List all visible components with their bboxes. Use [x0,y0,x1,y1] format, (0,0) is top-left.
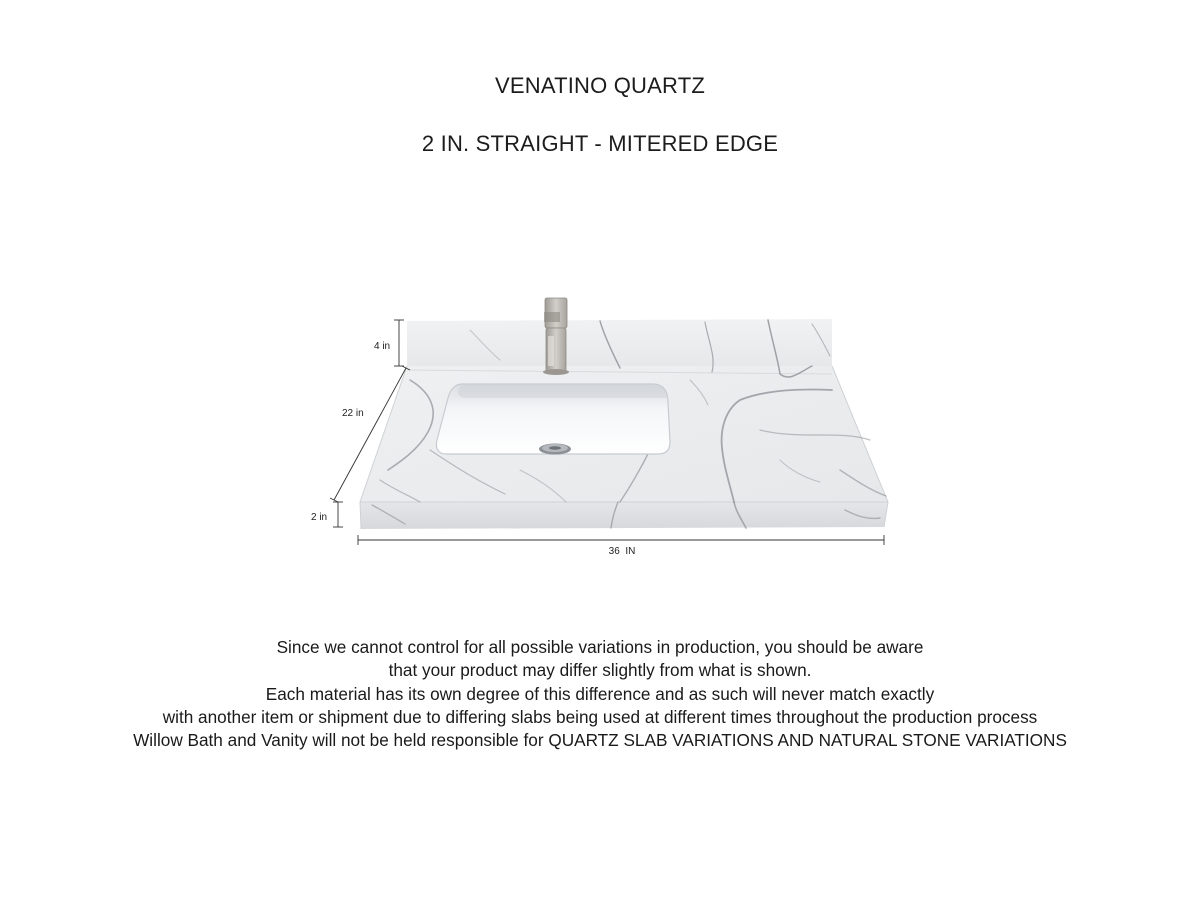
backsplash-height-label: 4 in [374,341,391,352]
depth-label: 22 in [342,408,364,419]
disclaimer-line: Willow Bath and Vanity will not be held responsible for QUARTZ SLAB VARIATIONS AND NATURAL STONE VARIATIONS [133,730,1067,751]
disclaimer-line: with another item or shipment due to differing slabs being used at different times throughout the production process [162,706,1038,727]
countertop [360,298,888,529]
countertop-front-edge [360,502,888,529]
disclaimer [0,636,1200,752]
page-title: VENATINO QUARTZ [495,73,705,98]
disclaimer-line: Since we cannot control for all possible variations in production, you should be aware [276,637,924,657]
faucet-icon [543,298,569,375]
page-subtitle: 2 IN. STRAIGHT - MITERED EDGE [421,131,779,156]
width-label: 36 IN [608,546,636,557]
undermount-sink [436,384,670,455]
disclaimer-line: Each material has its own degree of this difference and as such will never match exactly [265,683,935,704]
thickness-label: 2 in [311,512,328,523]
drain-icon [539,444,571,455]
disclaimer-line: that your product may differ slightly from what is shown. [388,660,812,681]
